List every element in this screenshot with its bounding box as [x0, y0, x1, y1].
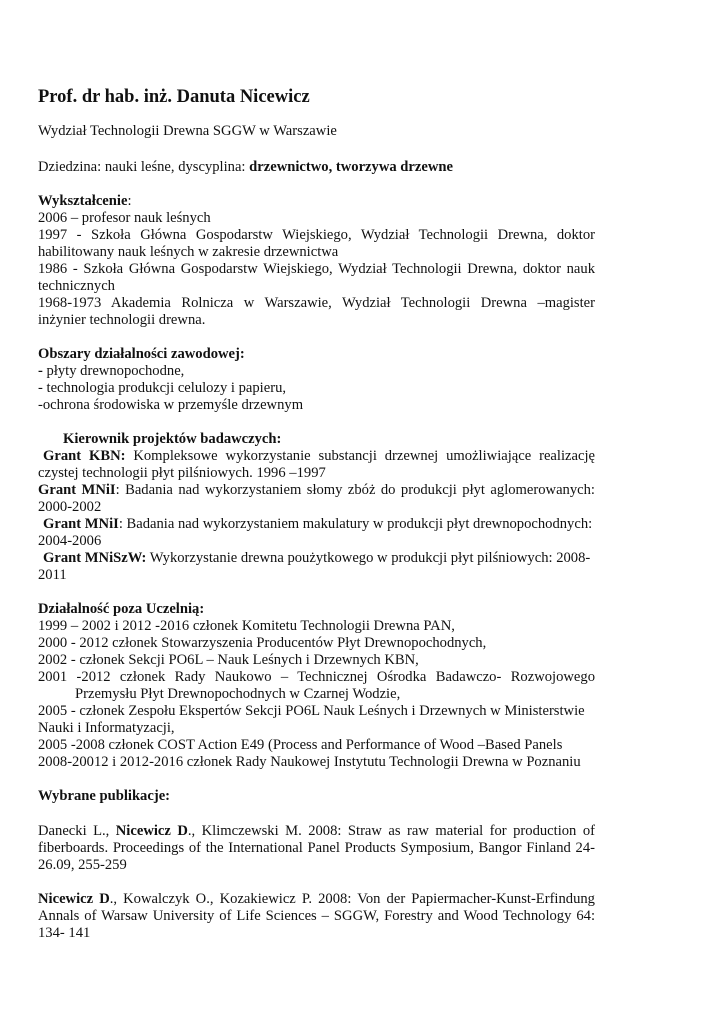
- education-line: 1997 - Szkoła Główna Gospodarstw Wiejskiego, Wydział Technologii Drewna, doktor: [38, 227, 595, 243]
- grant-line: [38, 516, 592, 533]
- pub-text: ., Kowalczyk O., Kozakiewicz P. 2008: Von der Papiermacher-Kunst-Erfindung: [109, 891, 595, 907]
- grant-line: [38, 448, 595, 465]
- education-line: 1986 - Szkoła Główna Gospodarstw Wiejskiego, Wydział Technologii Drewna, doktor nauk: [38, 261, 595, 277]
- grant-label: Grant MNiI: [43, 516, 119, 532]
- outside-line: 2005 -2008 członek COST Action E49 (Process and Performance of Wood –Based Panels: [38, 737, 563, 753]
- education-line: 2006 – profesor nauk leśnych: [38, 210, 211, 226]
- education-line: habilitowany nauk leśnych w zakresie drzewnictwa: [38, 244, 339, 260]
- education-line: inżynier technologii drewna.: [38, 312, 206, 328]
- activity-line: - technologia produkcji celulozy i papieru,: [38, 380, 287, 396]
- publication-line: fiberboards. Proceedings of the International Panel Products Symposium, Bangor Finland 24-: [38, 840, 595, 856]
- activity-line: -ochrona środowiska w przemyśle drzewnym: [38, 397, 304, 413]
- field-value: drzewnictwo, tworzywa drzewne: [249, 159, 453, 175]
- field-prefix: Dziedzina: nauki leśne, dyscyplina:: [38, 159, 250, 175]
- education-line: 1968-1973 Akademia Rolnicza w Warszawie, Wydział Technologii Drewna –magister: [38, 295, 595, 311]
- outside-heading-text: Działalność poza Uczelnią:: [38, 601, 205, 617]
- education-colon: :: [127, 193, 132, 209]
- grant-cont: 2004-2006: [38, 533, 102, 549]
- pub-authors: Danecki L.,: [38, 823, 116, 839]
- grant-text: : Badania nad wykorzystaniem słomy zbóż do produkcji płyt aglomerowanych:: [115, 482, 595, 498]
- education-heading-line: [38, 193, 132, 210]
- field-line: [38, 159, 453, 176]
- outside-line: 2005 - członek Zespołu Ekspertów Sekcji PO6L Nauk Leśnych i Drzewnych w Ministerstwie: [38, 703, 585, 719]
- pub-author-highlight: Nicewicz D: [38, 891, 110, 907]
- grant-label: Grant MNiSzW:: [43, 550, 147, 566]
- projects-heading: [63, 431, 281, 448]
- outside-line: 2008-20012 i 2012-2016 członek Rady Naukowej Instytutu Technologii Drewna w Poznaniu: [38, 754, 581, 770]
- education-heading: Wykształcenie: [38, 193, 128, 209]
- education-line: technicznych: [38, 278, 115, 294]
- activity-text: płyty drewnopochodne,: [42, 363, 185, 379]
- grant-cont: 2011: [38, 567, 67, 583]
- grant-text: Wykorzystanie drewna poużytkowego w produkcji płyt pilśniowych: 2008-: [146, 550, 591, 566]
- outside-line: 1999 – 2002 i 2012 -2016 członek Komitetu Technologii Drewna PAN,: [38, 618, 455, 634]
- pub-text: ., Klimczewski M. 2008: Straw as raw material for production of: [187, 823, 595, 839]
- grant-cont: 2000-2002: [38, 499, 102, 515]
- publication-line: Annals of Warsaw University of Life Sciences – SGGW, Forestry and Wood Technology 64:: [38, 908, 595, 924]
- publications-heading-text: Wybrane publikacje:: [38, 788, 171, 804]
- grant-line: [38, 550, 590, 567]
- grant-label: Grant KBN:: [43, 448, 126, 464]
- publication-line: [38, 891, 595, 908]
- page-title: Prof. dr hab. inż. Danuta Nicewicz: [38, 87, 310, 107]
- outside-line: 2001 -2012 członek Rady Naukowo – Technicznej Ośrodka Badawczo- Rozwojowego: [38, 669, 595, 685]
- projects-heading-text: Kierownik projektów badawczych:: [63, 431, 282, 447]
- grant-text: : Badania nad wykorzystaniem makulatury w produkcji płyt drewnopochodnych:: [118, 516, 593, 532]
- activity-heading-text: Obszary działalności zawodowej:: [38, 346, 245, 362]
- activity-line: [38, 363, 184, 380]
- pub-author-highlight: Nicewicz D: [115, 823, 188, 839]
- publications-heading: [38, 788, 170, 805]
- affiliation: Wydział Technologii Drewna SGGW w Warszawie: [38, 123, 337, 139]
- outside-heading: [38, 601, 204, 618]
- outside-line: 2002 - członek Sekcji PO6L – Nauk Leśnych i Drzewnych KBN,: [38, 652, 419, 668]
- publication-line: [38, 823, 595, 840]
- activity-dash: -: [38, 363, 43, 379]
- grant-line: [38, 482, 595, 499]
- grant-text: Kompleksowe wykorzystanie substancji drzewnej umożliwiające realizację: [125, 448, 595, 464]
- grant-cont: czystej technologii płyt pilśniowych. 1996 –1997: [38, 465, 326, 481]
- grant-label: Grant MNiI: [38, 482, 116, 498]
- outside-line: Nauki i Informatyzacji,: [38, 720, 175, 736]
- publication-line: 134- 141: [38, 925, 91, 941]
- activity-heading: [38, 346, 245, 363]
- outside-line: Przemysłu Płyt Drewnopochodnych w Czarnej Wodzie,: [75, 686, 401, 702]
- publication-line: 26.09, 255-259: [38, 857, 127, 873]
- outside-line: 2000 - 2012 członek Stowarzyszenia Producentów Płyt Drewnopochodnych,: [38, 635, 487, 651]
